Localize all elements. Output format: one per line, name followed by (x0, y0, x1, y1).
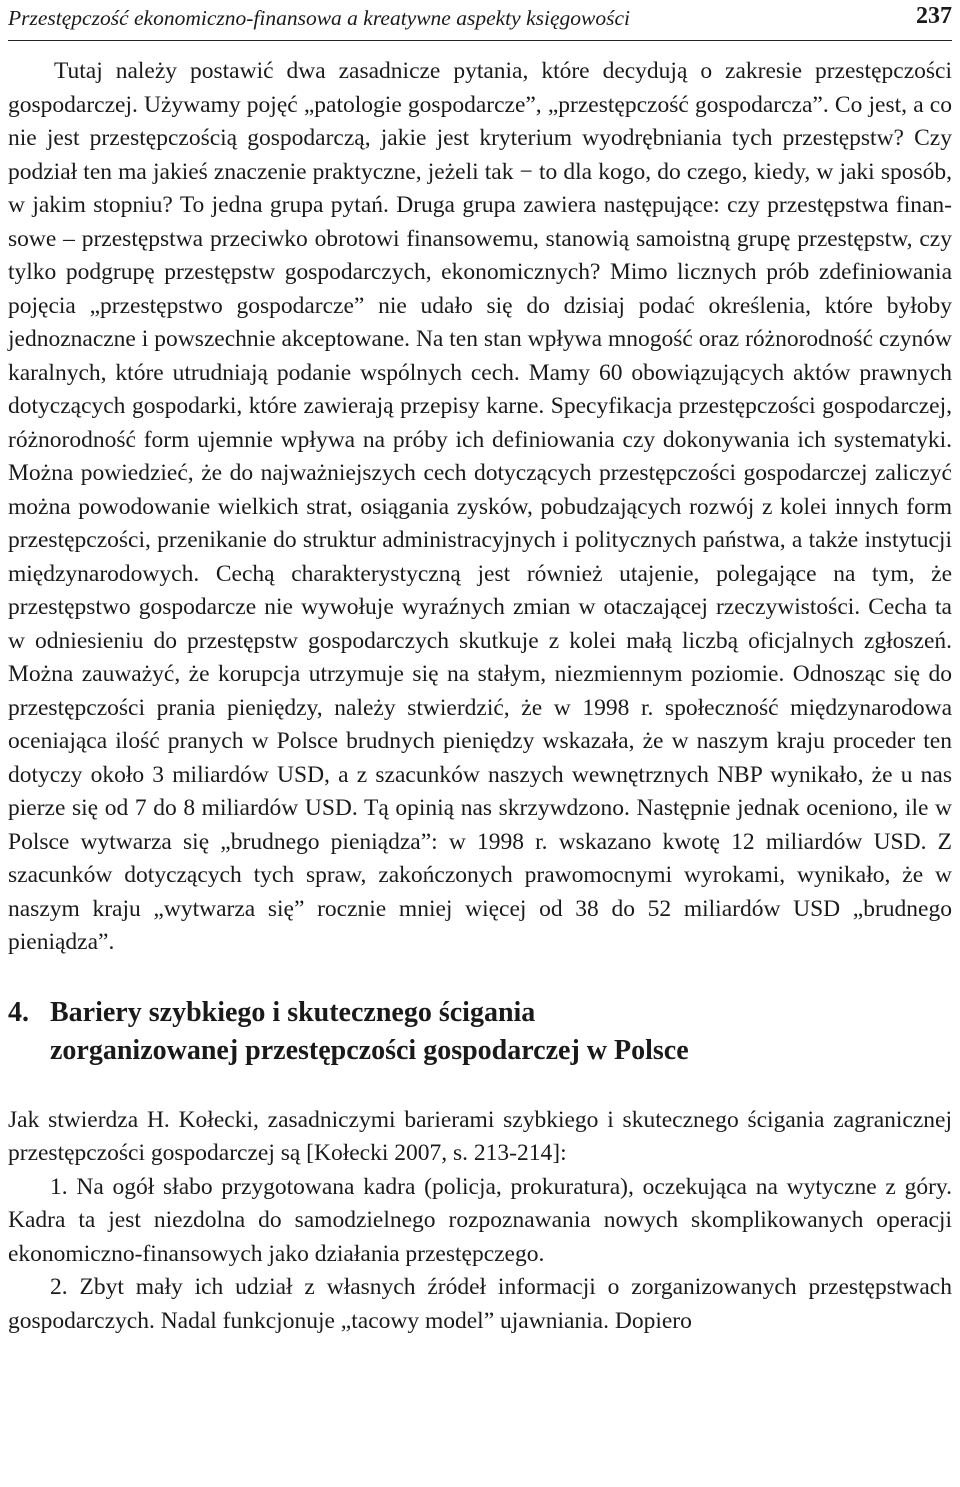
list-item: 1. Na ogół słabo przygotowana kadra (policja, prokuratura), oczekująca na wytyczne z góry. Kadra ta jest niezdolna do samodzielnego rozpoznawania nowych skomplikowanych operacji ekonomiczno-finansowych jako działania przestępczego. (8, 1173, 952, 1267)
body-paragraph: Tutaj należy postawić dwa zasadnicze pytania, które decydują o zakresie przestępczości gospodarczej. Używamy pojęć „patologie gospodarcze”, „przestępczość gospodarcza”. Co jest, a co nie jest przestępczością gospodarczą, jakie jest kryterium wyodrębniania tych przestępstw? Czy podział ten ma jakieś znaczenie praktyczne, jeżeli tak − to dla kogo, do czego, kiedy, w jaki sposób, w jakim stopniu? To jedna grupa pytań. Druga grupa zawiera następujące: czy przestępstwa finansowe – przestępstwa przeciwko obrotowi finansowemu, stanowią samoistną grupę przestępstw, czy tylko podgrupę przestępstw gospodarczych, ekonomicznych? Mimo licznych prób zdefiniowania pojęcia „przestępstwo gospodarcze” nie udało się do dzisiaj podać określenia, które byłoby jednoznaczne i powszechnie akceptowane. Na ten stan wpływa mnogość oraz różnorodność czynów karalnych, które utrudniają podanie wspólnych cech. Mamy 60 obowiązujących aktów prawnych dotyczących gospodarki, które zawierają przepisy karne. Specyfikacja przestępczości gospodarczej, różnorodność form ujemnie wpływa na próby ich definiowania czy dokonywania ich systematyki. Można powiedzieć, że do najważniejszych cech dotyczących przestępczości gospodarczej zaliczyć można powodowanie wielkich strat, osiągania zysków, pobudzających rozwój z kolei innych form przestępczości, przenikanie do struktur administracyjnych i politycznych państwa, a także instytucji międzynarodowych. Cechą charakterystyczną jest również utajenie, polegające na tym, że przestępstwo gospodarcze nie wywołuje wyraźnych zmian w otaczającej rzeczywistości. Cecha ta w odniesieniu do przestępstw gospodarczych skutkuje z kolei małą liczbą oficjalnych zgłoszeń. Można zauważyć, że korupcja utrzymuje się na stałym, niezmiennym poziomie. Odnosząc się do przestępczości prania pieniędzy, należy stwierdzić, że w 1998 r. społeczność międzynarodowa oceniająca ilość pranych w Polsce brudnych pieniędzy wskazała, że w naszym kraju proceder ten dotyczy około 3 miliardów USD, a z szacunków naszych wewnętrznych NBP wynikało, że u nas pierze się od 7 do 8 miliardów USD. Tą opinią nas skrzywdzono. Następnie jednak oceniono, ile w Polsce wytwarza się „brudnego pieniądza”: w 1998 r. wskazano kwotę 12 miliardów USD. Z szacunków dotyczących tych spraw, zakończonych prawomocnymi wyrokami, wynikało, że w naszym kraju „wytwarza się” rocznie mniej więcej od 38 do 52 miliardów USD „brudnego pieniądza”. (8, 58, 952, 955)
section-title-line-1: Bariery szybkiego i skutecznego ścigania (50, 996, 536, 1028)
section-intro-paragraph: Jak stwierdza H. Kołecki, zasadniczymi barierami szybkiego i skutecznego ścigania zagranicznej przestępczości gospodarczej są [Kołecki 2007, s. 213-214]: (8, 1106, 952, 1166)
running-header (8, 0, 952, 41)
section-title-line-2: zorganizowanej przestępczości gospodarczej w Polsce (50, 1034, 689, 1066)
page-number: 237 (916, 3, 952, 29)
document-page (8, 0, 952, 1338)
section-number: 4. (8, 996, 29, 1028)
running-header-title: Przestępczość ekonomiczno-finansowa a kreatywne aspekty księgowości (8, 6, 630, 30)
section-heading (8, 994, 952, 1070)
list-item: 2. Zbyt mały ich udział z własnych źródeł informacji o zorganizowanych przestępstwach gospodarczych. Nadal funkcjonuje „tacowy model” ujawniania. Dopiero (8, 1274, 952, 1334)
